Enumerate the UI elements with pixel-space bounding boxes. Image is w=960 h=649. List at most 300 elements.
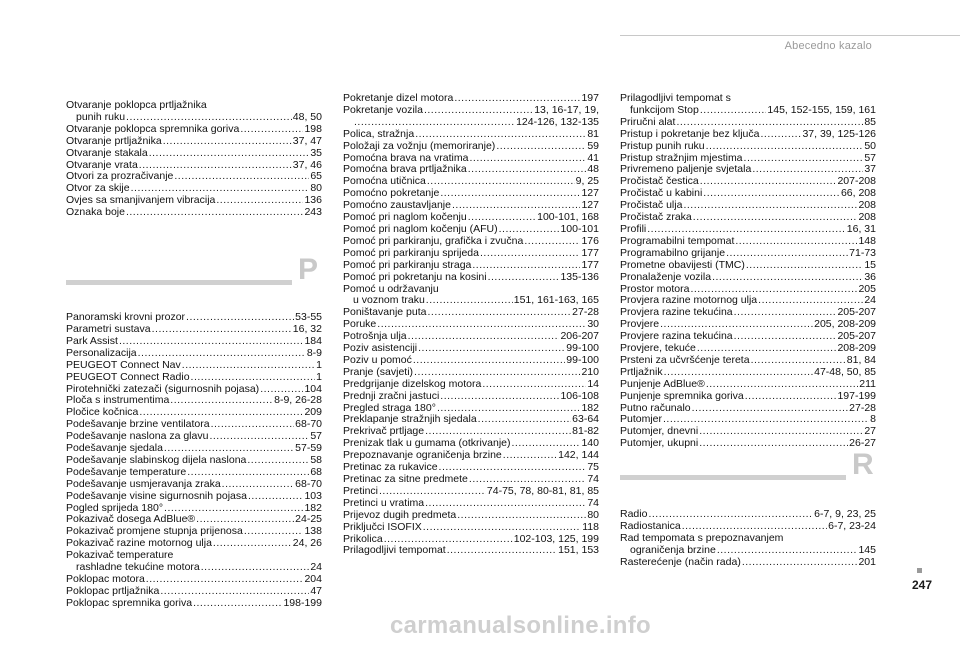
page-header-title: Abecedno kazalo — [784, 40, 872, 52]
dot-leader — [699, 438, 848, 450]
index-entry — [66, 598, 322, 610]
dot-leader — [354, 117, 515, 129]
index-page-ref: 41 — [587, 151, 599, 164]
dot-leader — [524, 236, 580, 248]
index-entry — [620, 141, 876, 153]
index-page-ref: 14 — [587, 377, 599, 390]
index-page-ref: 57-59 — [295, 442, 322, 455]
index-entry — [620, 272, 876, 284]
index-term: Prekrivač prtljage — [343, 425, 425, 438]
index-page-ref: 127 — [581, 187, 599, 200]
index-entry — [620, 260, 876, 272]
index-page-ref: 30 — [587, 318, 599, 331]
index-page-ref: 37, 46 — [292, 158, 322, 171]
index-term: PEUGEOT Connect Nav — [66, 358, 181, 371]
index-term: Pretinci — [343, 484, 379, 497]
index-page-ref: 74 — [587, 496, 599, 509]
section-bar — [66, 280, 292, 285]
dot-leader — [726, 248, 848, 260]
index-list-p1 — [66, 312, 322, 610]
index-entry — [343, 141, 599, 153]
index-page-ref: 99-100 — [566, 353, 599, 366]
index-page-ref: 15 — [864, 258, 876, 271]
index-term: Programabilni tempomat — [620, 234, 735, 247]
index-term: Pomoćna utičnica — [343, 175, 426, 188]
index-term: Putomjer, dnevni — [620, 425, 699, 438]
index-entry — [66, 148, 322, 160]
index-page-ref: 24 — [864, 294, 876, 307]
dot-leader — [706, 141, 864, 153]
index-page-ref: 8 — [870, 413, 876, 426]
index-page-ref: 99-100 — [566, 342, 599, 355]
index-page-ref: 71-73 — [849, 246, 876, 259]
dot-leader — [427, 307, 571, 319]
index-term: Podešavanje naslona za glavu — [66, 430, 209, 443]
index-entry — [343, 545, 599, 557]
index-entry — [66, 124, 322, 136]
index-term: Radio — [620, 508, 648, 521]
dot-leader — [482, 379, 586, 391]
index-entry — [66, 336, 322, 348]
index-term: Pregled straga 180° — [343, 401, 436, 414]
index-term: Poziv u pomoć — [343, 353, 412, 366]
index-page-ref: 182 — [581, 401, 599, 414]
dot-leader — [240, 124, 303, 136]
index-page-ref: 47-48, 50, 85 — [814, 365, 876, 378]
dot-leader — [418, 343, 565, 355]
index-term: Pokazivač dosega AdBlue® — [66, 513, 196, 526]
index-term: ograničenja brzine — [630, 543, 716, 556]
dot-leader — [703, 188, 840, 200]
page-marker — [917, 568, 922, 573]
index-term: Pomoć pri naglom kočenju — [343, 211, 467, 224]
index-page-ref: 6-7, 9, 23, 25 — [814, 508, 876, 521]
index-page-ref: 59 — [587, 139, 599, 152]
index-entry — [66, 491, 322, 503]
index-term: Preklapanje stražnjih sjedala — [343, 413, 477, 426]
dot-leader — [191, 372, 316, 384]
dot-leader — [211, 419, 295, 431]
index-page-ref: 81, 84 — [846, 353, 876, 366]
index-term: Pranje (savjeti) — [343, 365, 414, 378]
index-page-ref: 75 — [587, 461, 599, 474]
index-entry — [66, 348, 322, 360]
index-page-ref: 80 — [587, 508, 599, 521]
index-term: Pomoćna brava prtljažnika — [343, 163, 467, 176]
index-term: Pristup punih ruku — [620, 139, 705, 152]
dot-leader — [712, 272, 863, 284]
index-page-ref: 243 — [304, 206, 322, 219]
index-page-ref: 177 — [581, 246, 599, 259]
index-term: PEUGEOT Connect Radio — [66, 370, 190, 383]
index-term: Pristup i pokretanje bez ključa — [620, 127, 760, 140]
index-term: Poništavanje puta — [343, 306, 427, 319]
index-page-ref: 80 — [310, 182, 322, 195]
index-entry — [620, 367, 876, 379]
index-term: Pomoć pri parkiranju, grafička i zvučna — [343, 234, 524, 247]
dot-leader — [503, 450, 557, 462]
index-page-ref: 182 — [304, 501, 322, 514]
dot-leader — [146, 574, 304, 586]
index-term: Ploča s instrumentima — [66, 394, 170, 407]
index-page-ref: 208-209 — [837, 342, 876, 355]
index-term: Poklopac prtljažnika — [66, 584, 160, 597]
index-term: Oznaka boje — [66, 206, 125, 219]
index-term: Rad tempomata s prepoznavanjem — [620, 532, 784, 544]
index-term: Panoramski krovni prozor — [66, 311, 186, 324]
index-page-ref: 136 — [304, 194, 322, 207]
index-term: Pomoćna brava na vratima — [343, 151, 469, 164]
index-page-ref: 127 — [581, 199, 599, 212]
section-letter: P — [298, 253, 319, 287]
index-page-ref: 48, 50 — [292, 110, 322, 123]
dot-leader — [152, 324, 292, 336]
index-term: u voznom traku — [353, 294, 425, 307]
index-page-ref: 176 — [581, 234, 599, 247]
dot-leader — [149, 148, 310, 160]
index-page-ref: 204 — [304, 573, 322, 585]
index-term: Poklopac motora — [66, 573, 145, 585]
dot-leader — [222, 479, 294, 491]
index-term: Punjenje spremnika goriva — [620, 389, 744, 402]
index-entry — [343, 260, 599, 272]
index-page-ref: 118 — [582, 520, 599, 533]
dot-leader — [425, 498, 586, 510]
index-term: Otvaranje poklopca spremnika goriva — [66, 122, 240, 135]
dot-leader — [761, 129, 802, 141]
index-term: Prostor motora — [620, 282, 690, 295]
index-page-ref: 26-27 — [849, 437, 876, 450]
index-term: Prilagodljivi tempomat — [343, 544, 446, 557]
index-term: Podešavanje usmjeravanja zraka — [66, 477, 221, 490]
index-entry — [343, 522, 599, 534]
index-page-ref: 8-9, 26-28 — [274, 394, 322, 407]
index-term: Prilagodljivi tempomat s — [620, 92, 731, 104]
index-term: Provjera razine motornog ulja — [620, 294, 758, 307]
index-term: Podešavanje temperature — [66, 465, 187, 478]
dot-leader — [692, 403, 849, 415]
index-term: Parametri sustava — [66, 322, 151, 335]
index-term: Profili — [620, 222, 647, 235]
dot-leader — [478, 414, 571, 426]
dot-leader — [248, 491, 304, 503]
index-term: Prepoznavanje ograničenja brzine — [343, 449, 502, 462]
index-column-2 — [343, 93, 599, 557]
index-term: funkcijom Stop — [630, 103, 699, 116]
index-page-ref: 145, 152-155, 159, 161 — [767, 103, 876, 116]
index-term: Otvaranje vrata — [66, 158, 138, 171]
index-page-ref: 24-25 — [295, 513, 322, 526]
index-term: Pomoćno zaustavljanje — [343, 199, 451, 212]
index-page-ref: 124-126, 132-135 — [516, 115, 599, 128]
index-page-ref: 66, 208 — [840, 187, 876, 200]
index-list-p3 — [620, 93, 876, 450]
index-page-ref: 145 — [858, 543, 876, 556]
index-entry — [620, 212, 876, 224]
index-page-ref: 210 — [581, 365, 599, 378]
index-page-ref: 138 — [304, 525, 322, 538]
index-page-ref: 57 — [310, 430, 322, 443]
index-term: Pirotehnički zatezači (sigurnosnih pojasa) — [66, 382, 260, 395]
index-term: Provjere, tekuće — [620, 342, 696, 355]
dot-leader — [413, 355, 565, 367]
index-page-ref: 68 — [310, 465, 322, 478]
index-entry — [620, 391, 876, 403]
index-entry — [343, 367, 599, 379]
dot-leader — [700, 176, 837, 188]
dot-leader — [163, 136, 292, 148]
index-page-ref: 37 — [864, 163, 876, 176]
index-page-ref: 198 — [304, 122, 322, 135]
index-term: Pročistač ulja — [620, 199, 683, 212]
dot-leader — [472, 260, 580, 272]
index-term: Pročistač u kabini — [620, 187, 703, 200]
dot-leader — [469, 153, 586, 165]
index-entry — [343, 391, 599, 403]
index-term: Pronalaženje vozila — [620, 270, 712, 283]
dot-leader — [138, 348, 306, 360]
index-term: Podešavanje slabinskog dijela naslona — [66, 453, 247, 466]
index-page-ref: 208 — [858, 211, 876, 224]
index-term: Pomoć u održavanju — [343, 282, 439, 295]
dot-leader — [457, 510, 586, 522]
index-term: Provjere — [620, 318, 660, 331]
dot-leader — [414, 367, 580, 379]
index-entry — [66, 207, 322, 219]
dot-leader — [247, 455, 309, 467]
index-entry — [343, 498, 599, 510]
index-term: Potrošnja ulja — [343, 330, 407, 343]
index-term: Putomjer — [620, 413, 663, 426]
index-page-ref: 197 — [581, 92, 599, 104]
index-entry — [620, 248, 876, 260]
index-list-p2 — [343, 93, 599, 557]
index-page-ref: 50 — [864, 139, 876, 152]
index-entry — [66, 360, 322, 372]
index-term: Položaji za vožnju (memoriranje) — [343, 139, 496, 152]
dot-leader — [119, 336, 304, 348]
index-page-ref: 207-208 — [837, 175, 876, 188]
index-list-o — [66, 100, 322, 219]
index-page-ref: 206-207 — [560, 330, 599, 343]
index-page-ref: 205-207 — [837, 330, 876, 343]
index-term: Pogled sprijeda 180° — [66, 501, 164, 514]
index-entry — [66, 136, 322, 148]
index-page-ref: 81 — [587, 127, 599, 140]
index-page-ref: 177 — [581, 258, 599, 271]
index-entry — [66, 467, 322, 479]
dot-leader — [174, 171, 309, 183]
dot-leader — [440, 188, 580, 200]
dot-leader — [447, 545, 557, 557]
index-term: Provjere razina tekućina — [620, 330, 733, 343]
index-page-ref: 74-75, 78, 80-81, 81, 85 — [486, 484, 599, 497]
index-term: Punjenje AdBlue® — [620, 377, 705, 390]
dot-leader — [201, 562, 310, 574]
index-page-ref: 13, 16-17, 19, — [534, 103, 599, 116]
index-page-ref: 68-70 — [295, 418, 322, 431]
index-term: Otvor za skije — [66, 182, 130, 195]
index-term: Radiostanica — [620, 520, 681, 533]
index-page-ref: 24, 26 — [292, 537, 322, 550]
index-page-ref: 85 — [864, 115, 876, 128]
dot-leader — [170, 395, 273, 407]
index-term: Pomoć pri naglom kočenju (AFU) — [343, 222, 498, 235]
section-letter: R — [852, 448, 874, 482]
dot-leader — [683, 200, 857, 212]
index-term: Pročistač čestica — [620, 175, 699, 188]
index-entry — [343, 248, 599, 260]
page-number: 247 — [912, 578, 933, 592]
index-page-ref: 148 — [858, 234, 876, 247]
index-term: Pročistač zraka — [620, 211, 692, 224]
index-page-ref: 1 — [316, 370, 322, 383]
index-term: Pokretanje vozila — [343, 103, 423, 116]
dot-leader — [496, 141, 586, 153]
index-page-ref: 205, 208-209 — [814, 318, 876, 331]
dot-leader — [377, 319, 586, 331]
index-page-ref: 24 — [310, 561, 322, 574]
index-page-ref: 205-207 — [837, 306, 876, 319]
index-term: Otvaranje poklopca prtljažnika — [66, 99, 207, 111]
index-term: Poklopac spremnika goriva — [66, 596, 193, 609]
index-page-ref: 198-199 — [283, 596, 322, 609]
dot-leader — [706, 379, 858, 391]
index-term: Prometne obavijesti (TMC) — [620, 258, 745, 271]
index-entry — [620, 236, 876, 248]
index-term: Pokazivač razine motornog ulja — [66, 537, 212, 550]
index-page-ref: 201 — [858, 555, 876, 568]
index-term: Prikolica — [343, 532, 383, 545]
index-term: Polica, stražnja — [343, 127, 415, 140]
dot-leader — [734, 331, 837, 343]
index-term: Otvori za prozračivanje — [66, 170, 174, 183]
index-term: Prtljažnik — [620, 365, 663, 378]
index-entry — [343, 129, 599, 141]
index-column-1 — [66, 100, 322, 610]
index-page-ref: 63-64 — [572, 413, 599, 426]
index-page-ref: 74 — [587, 473, 599, 485]
index-entry — [620, 379, 876, 391]
index-entry — [620, 129, 876, 141]
index-page-ref: 151, 161-163, 165 — [513, 294, 599, 307]
index-term: Pomoć pri pokretanju na kosini — [343, 270, 487, 283]
index-page-ref: 16, 31 — [846, 222, 876, 235]
index-page-ref: 65 — [310, 170, 322, 183]
index-page-ref: 36 — [864, 270, 876, 283]
index-page-ref: 27-28 — [572, 306, 599, 319]
index-page-ref: 48 — [587, 163, 599, 176]
dot-leader — [440, 391, 559, 403]
index-page-ref: 106-108 — [560, 389, 599, 402]
index-page-ref: 57 — [864, 151, 876, 164]
index-column-3 — [620, 93, 876, 569]
index-term: Podešavanje visine sigurnosnih pojasa — [66, 489, 247, 502]
dot-leader — [427, 176, 575, 188]
index-term: Poziv asistenciji — [343, 342, 418, 355]
index-term: Prijevoz dugih predmeta — [343, 508, 457, 521]
index-page-ref: 140 — [581, 437, 599, 450]
index-page-ref: 197-199 — [837, 389, 876, 402]
index-page-ref: 53-55 — [295, 311, 322, 324]
index-entry — [620, 557, 876, 569]
index-term: Prenizak tlak u gumama (otkrivanje) — [343, 437, 511, 450]
dot-leader — [742, 557, 858, 569]
index-page-ref: 103 — [304, 489, 322, 502]
index-term: Putno računalo — [620, 401, 691, 414]
index-term: Otvaranje prtljažnika — [66, 134, 162, 147]
dot-leader — [693, 212, 858, 224]
dot-leader — [744, 153, 864, 165]
index-page-ref: 205 — [858, 282, 876, 295]
index-entry — [343, 307, 599, 319]
index-entry — [343, 236, 599, 248]
dot-leader — [216, 195, 303, 207]
index-term: Podešavanje sjedala — [66, 442, 163, 455]
index-term: Pomoćno pokretanje — [343, 187, 440, 200]
dot-leader — [187, 467, 309, 479]
dot-leader — [664, 367, 814, 379]
dot-leader — [699, 426, 863, 438]
index-term: Pomoć pri parkiranju sprijeda — [343, 246, 479, 259]
index-page-ref: 142, 144 — [558, 449, 599, 462]
dot-leader — [415, 129, 586, 141]
dot-leader — [426, 295, 513, 307]
index-entry — [66, 479, 322, 491]
index-page-ref: 37, 47 — [292, 134, 322, 147]
dot-leader — [480, 248, 580, 260]
dot-leader — [193, 598, 282, 610]
dot-leader — [408, 331, 560, 343]
index-term: Provjera razine tekućina — [620, 306, 733, 319]
index-term: Pristup stražnjim mjestima — [620, 151, 743, 164]
index-term: Pomoć pri parkiranju straga — [343, 258, 472, 271]
index-term: Ovjes sa smanjivanjem vibracija — [66, 194, 216, 207]
index-page-ref: 81-82 — [572, 425, 599, 438]
index-page-ref: 100-101, 168 — [537, 211, 599, 224]
index-entry — [343, 510, 599, 522]
watermark: carmanualsonline.info — [390, 612, 652, 639]
index-term: Privremeno paljenje svjetala — [620, 163, 752, 176]
index-term: Pokazivač temperature — [66, 549, 174, 562]
index-term: Programabilno grijanje — [620, 246, 726, 259]
index-term: Park Assist — [66, 334, 118, 347]
index-term: Poruke — [343, 318, 377, 331]
section-marker-r — [620, 448, 876, 511]
index-page-ref: 8-9 — [306, 346, 322, 359]
index-page-ref: 58 — [310, 453, 322, 466]
index-page-ref: 9, 25 — [575, 175, 599, 188]
index-entry — [343, 379, 599, 391]
dot-leader — [488, 272, 560, 284]
index-term: Priključci ISOFIX — [343, 520, 422, 533]
index-term: Pretinac za rukavice — [343, 461, 438, 474]
dot-leader — [700, 105, 767, 117]
dot-leader — [745, 391, 837, 403]
section-bar — [620, 475, 846, 480]
index-list-r — [620, 509, 876, 569]
index-entry — [66, 372, 322, 384]
index-page-ref: 27-28 — [849, 401, 876, 414]
section-marker-p — [66, 253, 322, 316]
index-page-ref: 184 — [304, 334, 322, 347]
index-term: Pokretanje dizel motora — [343, 92, 454, 104]
index-page-ref: 135-136 — [560, 270, 599, 283]
dot-leader — [676, 117, 863, 129]
dot-leader — [423, 522, 581, 534]
index-term: Rasterećenje (način rada) — [620, 555, 741, 568]
index-page-ref: 102-103, 125, 199 — [513, 532, 599, 545]
